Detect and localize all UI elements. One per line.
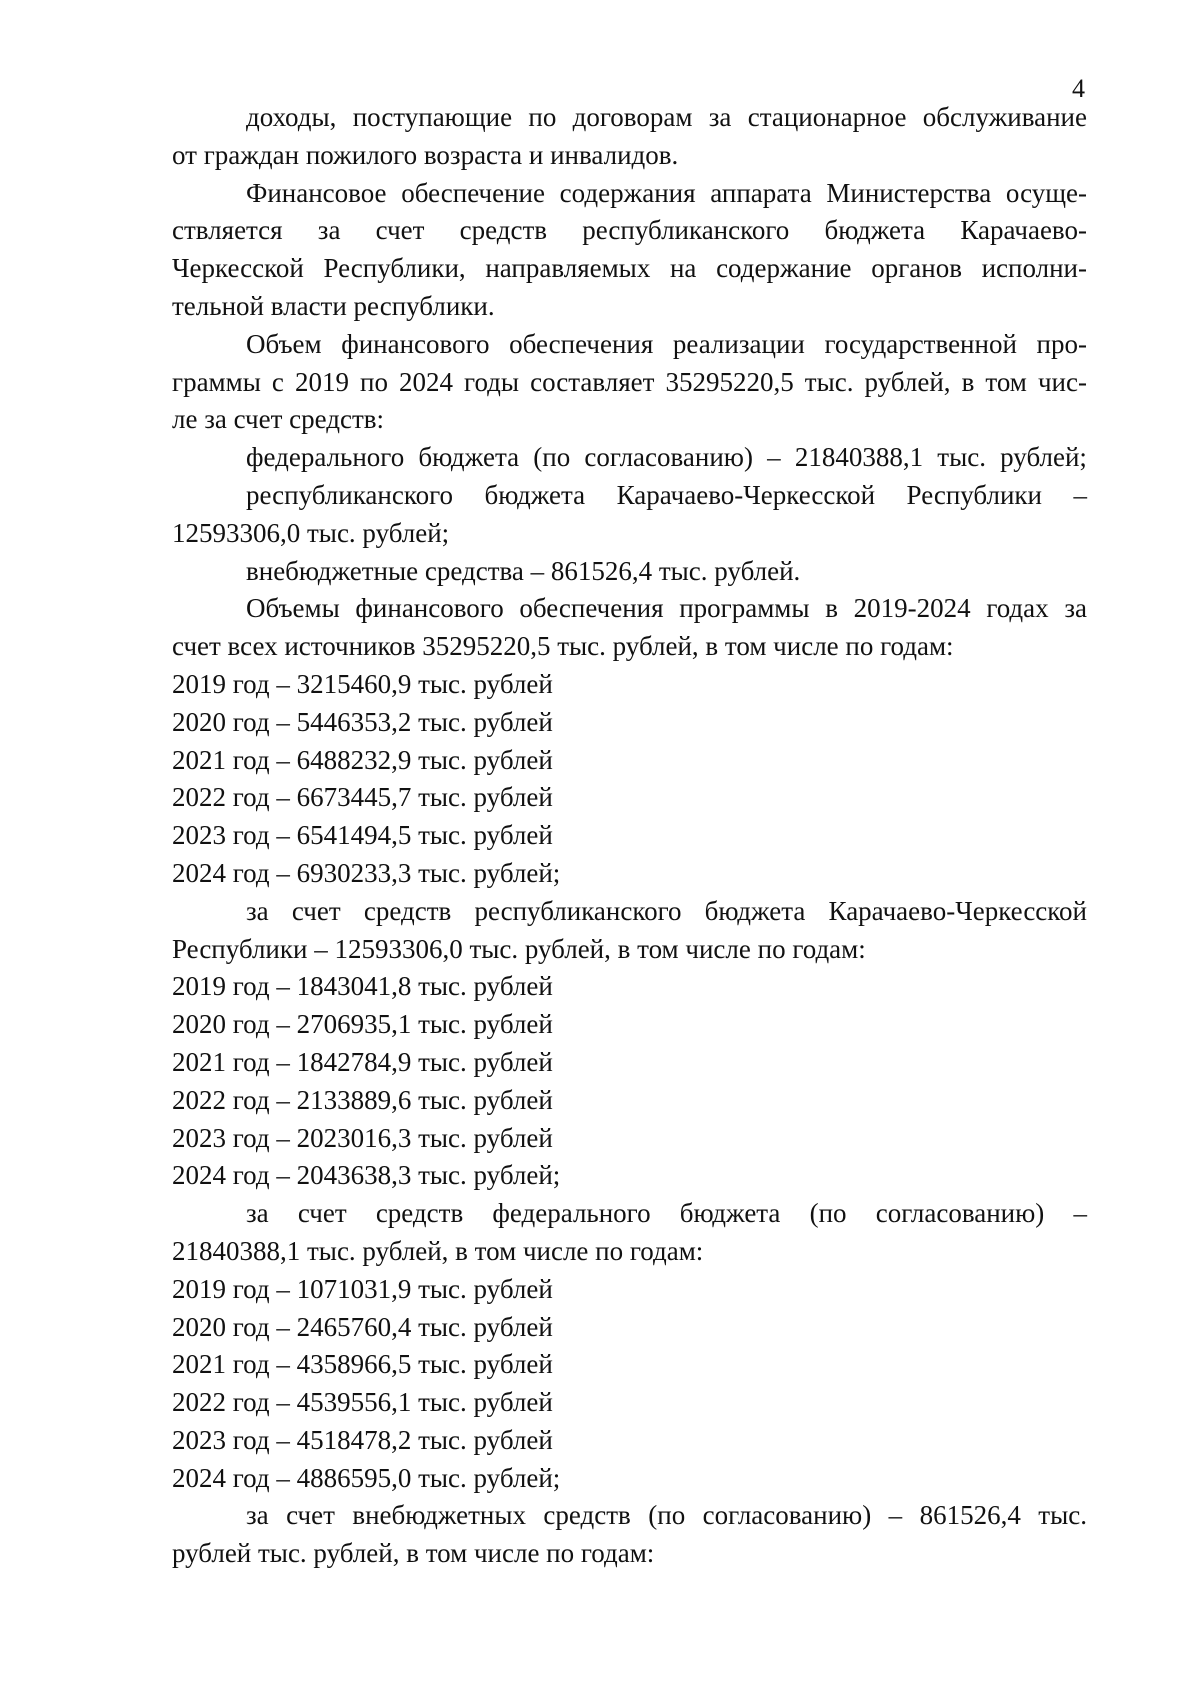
text-line: 2022 год – 2133889,6 тыс. рублей xyxy=(172,1084,553,1115)
text-line: 2021 год – 4358966,5 тыс. рублей xyxy=(172,1349,553,1380)
text-line: Объем финансового обеспечения реализации государственной про- xyxy=(246,328,1087,359)
text-line: доходы, поступающие по договорам за стационарное обслуживание xyxy=(246,102,1087,132)
text-line: 2019 год – 1071031,9 тыс. рублей xyxy=(172,1273,553,1304)
text-line: Черкесской Республики, направляемых на содержание органов исполни- xyxy=(172,253,1087,284)
text-line: 2024 год – 4886595,0 тыс. рублей; xyxy=(172,1462,561,1493)
text-line: республиканского бюджета Карачаево-Черкесской Республики – xyxy=(246,479,1087,510)
text-line: 2021 год – 6488232,9 тыс. рублей xyxy=(172,744,553,775)
text-line: 2023 год – 6541494,5 тыс. рублей xyxy=(172,820,553,851)
text-line: Республики – 12593306,0 тыс. рублей, в том числе по годам: xyxy=(172,933,866,964)
text-line: от граждан пожилого возраста и инвалидов. xyxy=(172,139,679,170)
text-line: ствляется за счет средств республиканского бюджета Карачаево- xyxy=(172,215,1087,246)
text-line: 2020 год – 2465760,4 тыс. рублей xyxy=(172,1311,553,1342)
text-line: за счет средств республиканского бюджета Карачаево-Черкесской xyxy=(246,895,1087,926)
text-line: 2022 год – 4539556,1 тыс. рублей xyxy=(172,1387,553,1418)
text-line: 2023 год – 4518478,2 тыс. рублей xyxy=(172,1424,553,1455)
text-line: ле за счет средств: xyxy=(172,404,385,435)
document-body xyxy=(172,99,1087,1573)
text-line: 2019 год – 1843041,8 тыс. рублей xyxy=(172,971,553,1002)
text-line: за счет внебюджетных средств (по согласованию) – 861526,4 тыс. xyxy=(246,1500,1087,1531)
text-line: Финансовое обеспечение содержания аппарата Министерства осуще- xyxy=(246,177,1087,208)
text-line: за счет средств федерального бюджета (по согласованию) – xyxy=(246,1198,1087,1229)
text-line: тельной власти республики. xyxy=(172,290,495,321)
text-line: 2024 год – 6930233,3 тыс. рублей; xyxy=(172,857,561,888)
text-line: счет всех источников 35295220,5 тыс. рублей, в том числе по годам: xyxy=(172,631,954,662)
text-line: граммы с 2019 по 2024 годы составляет 35295220,5 тыс. рублей, в том чис- xyxy=(172,366,1087,397)
text-line: 2024 год – 2043638,3 тыс. рублей; xyxy=(172,1160,561,1191)
text-line: 21840388,1 тыс. рублей, в том числе по годам: xyxy=(172,1235,704,1266)
text-line: федерального бюджета (по согласованию) – 21840388,1 тыс. рублей; xyxy=(246,442,1087,473)
text-line: Объемы финансового обеспечения программы в 2019-2024 годах за xyxy=(246,593,1087,624)
text-line: 2019 год – 3215460,9 тыс. рублей xyxy=(172,668,553,699)
text-line: 2020 год – 2706935,1 тыс. рублей xyxy=(172,1009,553,1040)
text-line: 2023 год – 2023016,3 тыс. рублей xyxy=(172,1122,553,1153)
text-line: рублей тыс. рублей, в том числе по годам: xyxy=(172,1538,655,1569)
text-line: 2020 год – 5446353,2 тыс. рублей xyxy=(172,706,553,737)
text-line: 12593306,0 тыс. рублей; xyxy=(172,517,450,548)
text-line: 2022 год – 6673445,7 тыс. рублей xyxy=(172,782,553,813)
page-number: 4 xyxy=(1072,74,1085,103)
text-line: внебюджетные средства – 861526,4 тыс. рублей. xyxy=(246,555,801,586)
text-line: 2021 год – 1842784,9 тыс. рублей xyxy=(172,1046,553,1077)
